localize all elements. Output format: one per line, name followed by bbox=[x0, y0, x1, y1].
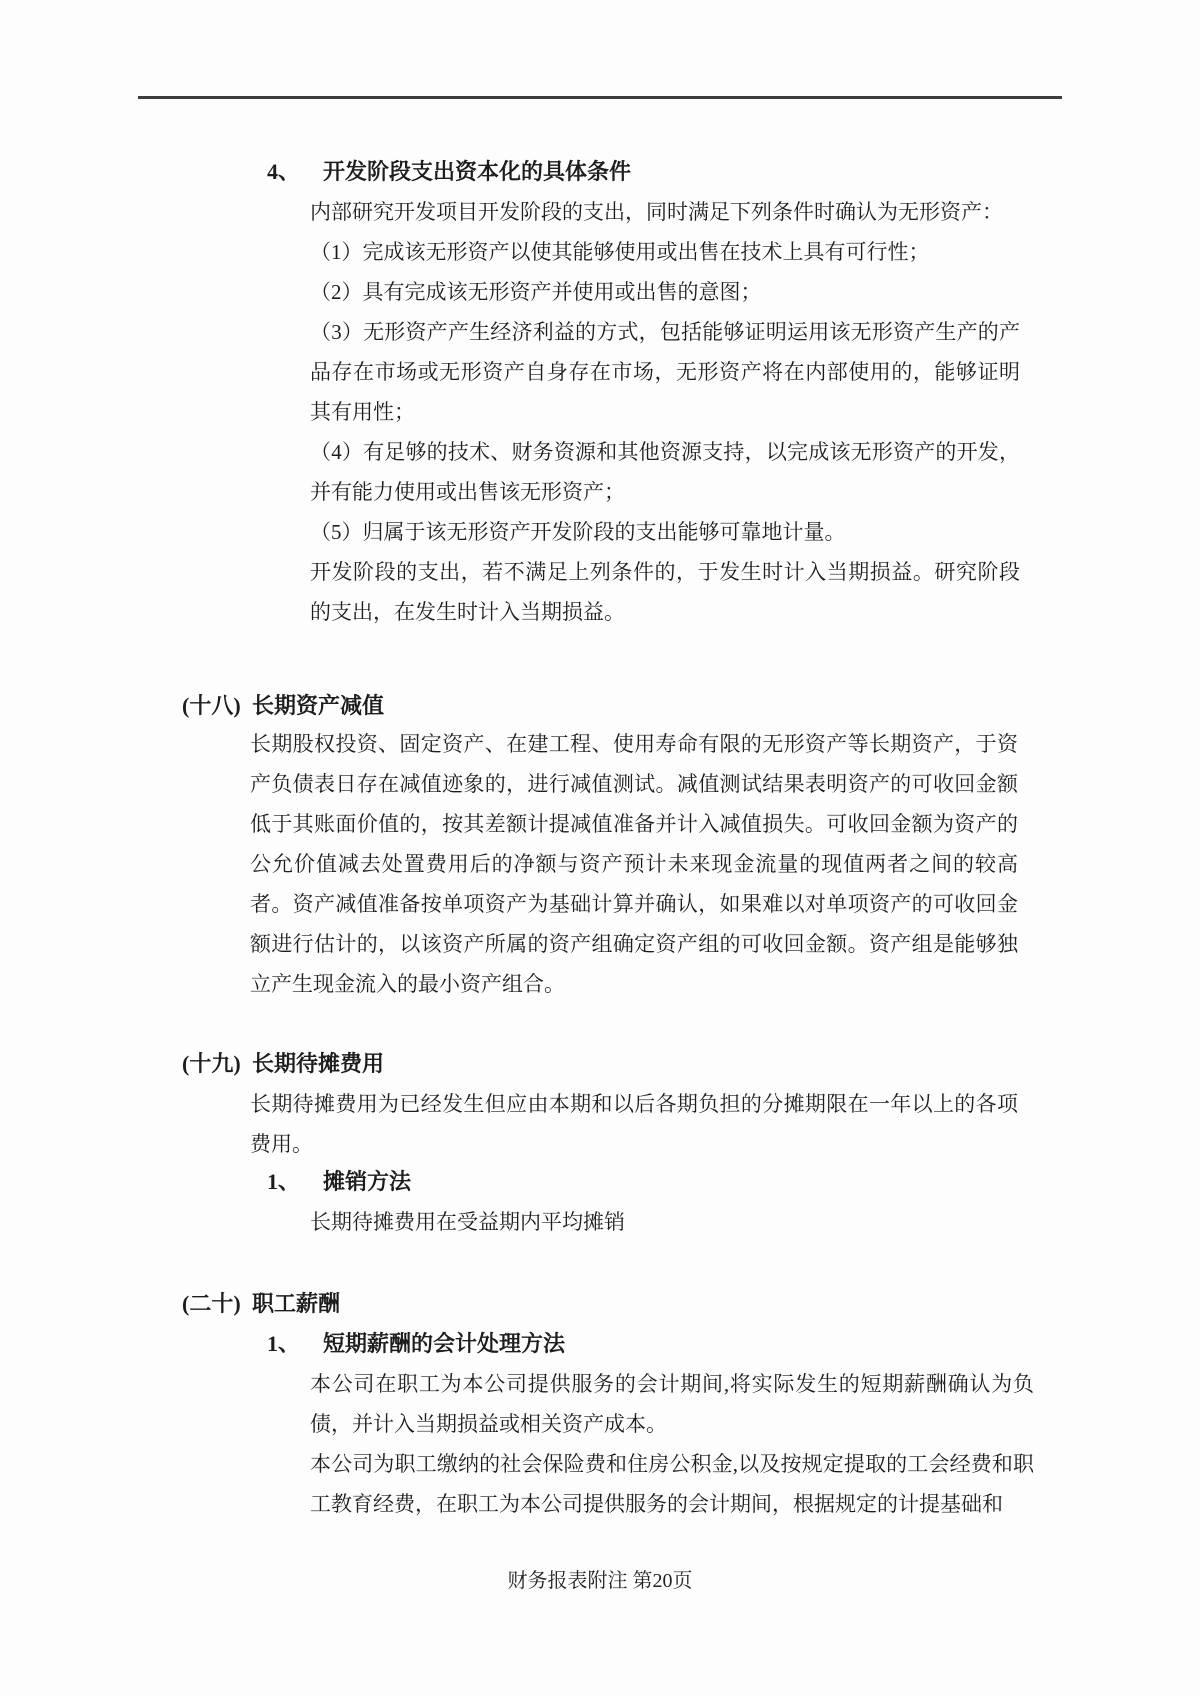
clause-4-title: 开发阶段支出资本化的具体条件 bbox=[323, 159, 632, 184]
section-18-title: 长期资产减值 bbox=[252, 693, 385, 718]
list-item: （4）有足够的技术、财务资源和其他资源支持，以完成该无形资产的开发，并有能力使用或出售该无形资产； bbox=[310, 440, 1020, 504]
section-20-sub-number: 1、 bbox=[267, 1331, 301, 1356]
section-18-label: (十八) bbox=[182, 693, 241, 718]
section-18-body bbox=[250, 724, 1018, 1004]
list-item: （3）无形资产产生经济利益的方式，包括能够证明运用该无形资产生产的产品存在市场或无形资产自身存在市场，无形资产将在内部使用的，能够证明其有用性； bbox=[310, 320, 1020, 424]
section-19-sub-number: 1、 bbox=[267, 1169, 301, 1194]
paragraph: 本公司为职工缴纳的社会保险费和住房公积金,以及按规定提取的工会经费和职工教育经费，在职工为本公司提供服务的会计期间，根据规定的计提基础和 bbox=[310, 1452, 1034, 1516]
section-20-sub-title: 短期薪酬的会计处理方法 bbox=[323, 1331, 566, 1356]
section-20-title: 职工薪酬 bbox=[252, 1291, 341, 1316]
list-item: （5）归属于该无形资产开发阶段的支出能够可靠地计量。 bbox=[310, 520, 846, 544]
section-19-sub-body bbox=[310, 1202, 1020, 1242]
section-20-sub-heading bbox=[267, 1324, 565, 1364]
paragraph: 内部研究开发项目开发阶段的支出，同时满足下列条件时确认为无形资产： bbox=[310, 200, 1003, 224]
section-19-label: (十九) bbox=[182, 1051, 241, 1076]
clause-4-number: 4、 bbox=[267, 159, 301, 184]
section-20-heading bbox=[182, 1284, 340, 1324]
clause-4-body bbox=[310, 192, 1020, 632]
section-19-heading bbox=[182, 1044, 384, 1084]
section-20-sub-body bbox=[310, 1364, 1034, 1524]
section-19-sub-heading bbox=[267, 1162, 411, 1202]
section-19-title: 长期待摊费用 bbox=[252, 1051, 385, 1076]
paragraph: 开发阶段的支出，若不满足上列条件的，于发生时计入当期损益。研究阶段的支出，在发生时计入当期损益。 bbox=[310, 560, 1020, 624]
section-20-label: (二十) bbox=[182, 1291, 241, 1316]
list-item: （2）具有完成该无形资产并使用或出售的意图； bbox=[310, 280, 762, 304]
page-footer: 财务报表附注 第20页 bbox=[507, 1570, 693, 1592]
section-18-heading bbox=[182, 686, 384, 726]
header-rule bbox=[138, 96, 1062, 99]
section-19-sub-title: 摊销方法 bbox=[323, 1169, 412, 1194]
clause-4-heading bbox=[267, 152, 631, 192]
paragraph: 长期股权投资、固定资产、在建工程、使用寿命有限的无形资产等长期资产，于资产负债表日存在减值迹象的，进行减值测试。减值测试结果表明资产的可收回金额低于其账面价值的，按其差额计提减值准备并计入减值损失。可收回金额为资产的公允价值减去处置费用后的净额与资产预计未来现金流量的现值两者之间的较高者。资产减值准备按单项资产为基础计算并确认，如果难以对单项资产的可收回金额进行估计的，以该资产所属的资产组确定资产组的可收回金额。资产组是能够独立产生现金流入的最小资产组合。 bbox=[250, 732, 1018, 996]
paragraph: 本公司在职工为本公司提供服务的会计期间,将实际发生的短期薪酬确认为负债，并计入当期损益或相关资产成本。 bbox=[310, 1372, 1034, 1436]
paragraph: 长期待摊费用在受益期内平均摊销 bbox=[310, 1210, 625, 1234]
paragraph: 长期待摊费用为已经发生但应由本期和以后各期负担的分摊期限在一年以上的各项费用。 bbox=[250, 1092, 1018, 1156]
list-item: （1）完成该无形资产以使其能够使用或出售在技术上具有可行性； bbox=[310, 240, 930, 264]
section-19-body bbox=[250, 1084, 1018, 1164]
